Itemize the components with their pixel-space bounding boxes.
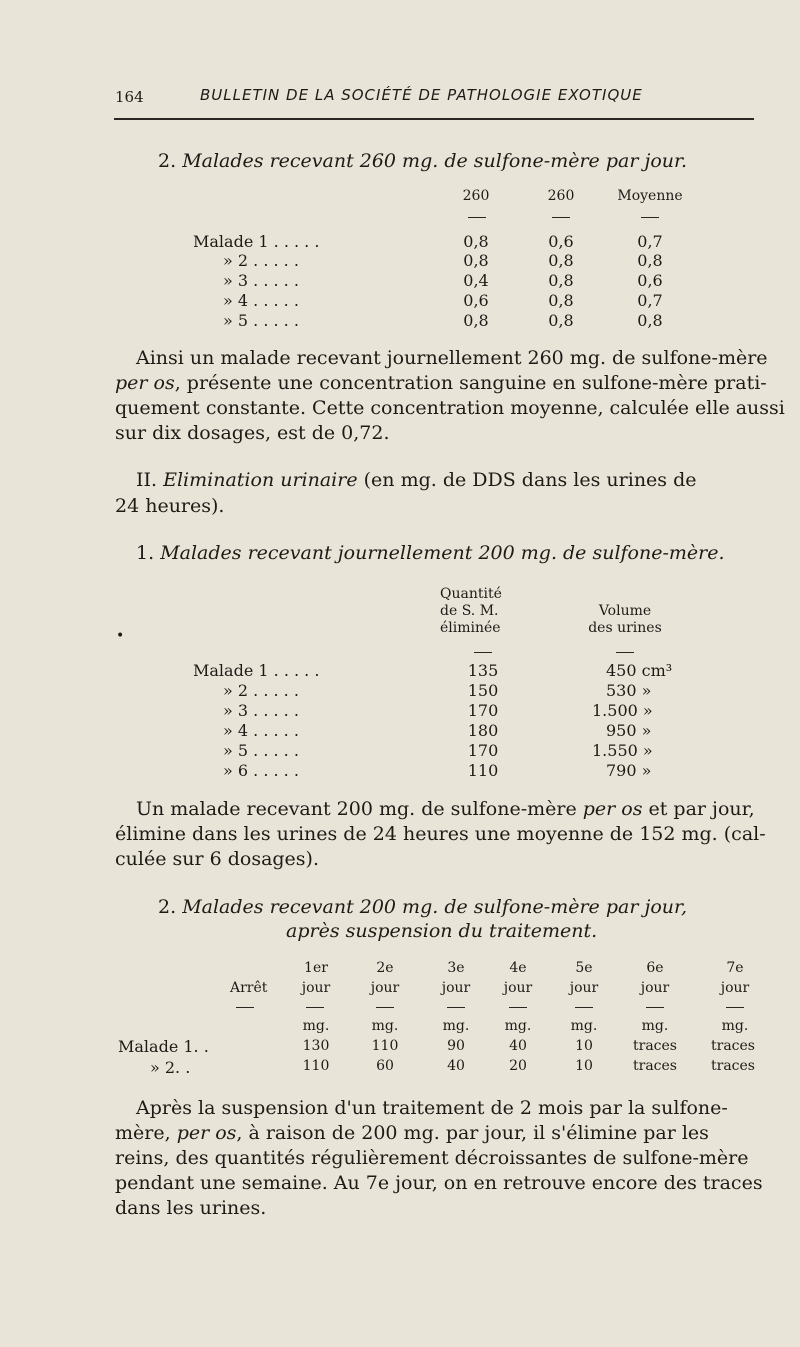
table-header: jour	[720, 980, 750, 996]
divider	[306, 1007, 324, 1008]
table-cell: 0,8	[548, 311, 574, 330]
table-header: 3e	[447, 960, 465, 976]
row-label: Malade 1 . . . . .	[193, 661, 320, 680]
divider	[468, 217, 486, 218]
divider	[575, 1007, 593, 1008]
bullet-mark: •	[116, 628, 125, 644]
divider	[474, 652, 492, 653]
section2-title	[158, 150, 687, 172]
paragraph-line: sur dix dosages, est de 0,72.	[115, 422, 390, 444]
table-cell: 1.550 »	[592, 741, 653, 760]
table-header: 260	[462, 188, 490, 204]
divider	[447, 1007, 465, 1008]
table-cell: 110	[302, 1058, 330, 1074]
table-cell: 0,8	[548, 291, 574, 310]
table-cell: traces	[711, 1038, 755, 1054]
table-header: éliminée	[440, 620, 501, 636]
paragraph-text: , présente une concentration sanguine en sulfone-mère prati-	[174, 372, 767, 394]
running-title: BULLETIN DE LA SOCIÉTÉ DE PATHOLOGIE EXOTIQUE	[200, 86, 643, 104]
divider	[726, 1007, 744, 1008]
row-label: » 5 . . . . .	[223, 741, 299, 760]
table-header: jour	[503, 980, 533, 996]
table-cell: 0,4	[463, 271, 489, 290]
table-header: des urines	[588, 620, 662, 636]
row-label: » 2 . . . . .	[223, 251, 299, 270]
row-label: Malade 1. .	[118, 1037, 209, 1056]
row-label: » 3 . . . . .	[223, 701, 299, 720]
header-rule	[114, 118, 754, 120]
divider	[376, 1007, 394, 1008]
table-cell: 170	[467, 741, 499, 760]
table-cell: 530 »	[606, 681, 652, 700]
section2-title-text: Malades recevant 260 mg. de sulfone-mère par jour.	[182, 150, 688, 172]
paragraph-text: mère,	[115, 1122, 171, 1144]
sub2-title	[158, 896, 687, 918]
table-header: 4e	[509, 960, 527, 976]
table-header: 5e	[575, 960, 593, 976]
table-cell: 0,7	[637, 232, 663, 251]
unit-label: mg.	[641, 1018, 669, 1034]
table-cell: 0,6	[463, 291, 489, 310]
table-cell: 0,8	[463, 311, 489, 330]
table-cell: 10	[575, 1038, 593, 1054]
table-cell: 0,7	[637, 291, 663, 310]
table-cell: 0,8	[463, 251, 489, 270]
paragraph-line: pendant une semaine. Au 7e jour, on en retrouve encore des traces	[115, 1172, 763, 1194]
table-header: jour	[569, 980, 599, 996]
table-cell: 135	[467, 661, 499, 680]
divider	[552, 217, 570, 218]
sub1-title	[136, 542, 725, 564]
table-cell: traces	[633, 1058, 677, 1074]
table-cell: 10	[575, 1058, 593, 1074]
table-cell: 130	[302, 1038, 330, 1054]
table-cell: 950 »	[606, 721, 652, 740]
row-label: » 5 . . . . .	[223, 311, 299, 330]
table-cell: 0,6	[637, 271, 663, 290]
italic-text: per os	[176, 1122, 237, 1144]
table-cell: 60	[376, 1058, 394, 1074]
table-cell: 0,6	[548, 232, 574, 251]
table-cell: 450 cm³	[606, 661, 673, 680]
section-ii-heading	[136, 469, 697, 491]
table-cell: traces	[633, 1038, 677, 1054]
table-cell: 20	[509, 1058, 527, 1074]
sub2-number: 2.	[158, 896, 177, 918]
table-cell: 790 »	[606, 761, 652, 780]
table-cell: 110	[371, 1038, 399, 1054]
divider	[616, 652, 634, 653]
section-number: II.	[136, 469, 158, 491]
table-cell: 40	[447, 1058, 465, 1074]
table-header: 1er	[304, 960, 328, 976]
sub1-number: 1.	[136, 542, 155, 564]
table-header: jour	[370, 980, 400, 996]
table-header: 2e	[376, 960, 394, 976]
table-cell: traces	[711, 1058, 755, 1074]
paragraph-line: dans les urines.	[115, 1197, 267, 1219]
table-cell: 0,8	[463, 232, 489, 251]
paragraph-text: , à raison de 200 mg. par jour, il s'élimine par les	[236, 1122, 709, 1144]
unit-label: mg.	[570, 1018, 598, 1034]
divider	[236, 1007, 254, 1008]
unit-label: mg.	[721, 1018, 749, 1034]
table-header: de S. M.	[440, 603, 499, 619]
unit-label: mg.	[371, 1018, 399, 1034]
row-label: » 4 . . . . .	[223, 291, 299, 310]
table-cell: 40	[509, 1038, 527, 1054]
page-number: 164	[115, 88, 144, 106]
paragraph-line: Après la suspension d'un traitement de 2 mois par la sulfone-	[136, 1097, 728, 1119]
italic-text: per os	[115, 372, 175, 394]
divider	[641, 217, 659, 218]
paragraph-line: quement constante. Cette concentration moyenne, calculée elle aussi	[115, 397, 785, 419]
paragraph-line: Ainsi un malade recevant journellement 260 mg. de sulfone-mère	[136, 347, 768, 369]
paragraph-line: 24 heures).	[115, 495, 225, 517]
table-header: 6e	[646, 960, 664, 976]
row-label: Malade 1 . . . . .	[193, 232, 320, 251]
sub2-title-text: Malades recevant 200 mg. de sulfone-mère par jour,	[182, 896, 688, 918]
divider	[509, 1007, 527, 1008]
table-cell: 150	[467, 681, 499, 700]
table-cell: 110	[467, 761, 499, 780]
row-label: » 3 . . . . .	[223, 271, 299, 290]
table-header: Moyenne	[617, 188, 683, 204]
table-cell: 180	[467, 721, 499, 740]
unit-label: mg.	[302, 1018, 330, 1034]
row-label: » 2 . . . . .	[223, 681, 299, 700]
table-header: Arrêt	[230, 980, 268, 996]
unit-label: mg.	[442, 1018, 470, 1034]
section-title: Elimination urinaire	[163, 469, 358, 491]
paragraph-line	[115, 372, 767, 394]
paragraph-line: culée sur 6 dosages).	[115, 848, 320, 870]
table-cell: 0,8	[548, 251, 574, 270]
table-cell: 0,8	[637, 311, 663, 330]
table-cell: 0,8	[548, 271, 574, 290]
table-header: Volume	[598, 603, 652, 619]
table-header: jour	[301, 980, 331, 996]
row-label: » 2. .	[150, 1058, 191, 1077]
divider	[646, 1007, 664, 1008]
table-header: Quantité	[440, 586, 502, 602]
paragraph-line	[136, 798, 755, 820]
table-header: jour	[441, 980, 471, 996]
sub2-title-line2: après suspension du traitement.	[286, 920, 598, 942]
table-header: 7e	[726, 960, 744, 976]
table-cell: 90	[447, 1038, 465, 1054]
table-cell: 170	[467, 701, 499, 720]
paragraph-line	[115, 1122, 709, 1144]
paragraph-text: et par jour,	[648, 798, 755, 820]
table-cell: 1.500 »	[592, 701, 653, 720]
paragraph-text: Un malade recevant 200 mg. de sulfone-mère	[136, 798, 577, 820]
row-label: » 4 . . . . .	[223, 721, 299, 740]
sub1-title-text: Malades recevant journellement 200 mg. de sulfone-mère.	[160, 542, 725, 564]
table-header: 260	[547, 188, 575, 204]
paragraph-line: reins, des quantités régulièrement décroissantes de sulfone-mère	[115, 1147, 749, 1169]
italic-text: per os	[582, 798, 643, 820]
section2-number: 2.	[158, 150, 177, 172]
row-label: » 6 . . . . .	[223, 761, 299, 780]
table-header: jour	[640, 980, 670, 996]
paragraph-line: élimine dans les urines de 24 heures une moyenne de 152 mg. (cal-	[115, 823, 766, 845]
table-cell: 0,8	[637, 251, 663, 270]
section-text: (en mg. de DDS dans les urines de	[357, 469, 697, 491]
unit-label: mg.	[504, 1018, 532, 1034]
